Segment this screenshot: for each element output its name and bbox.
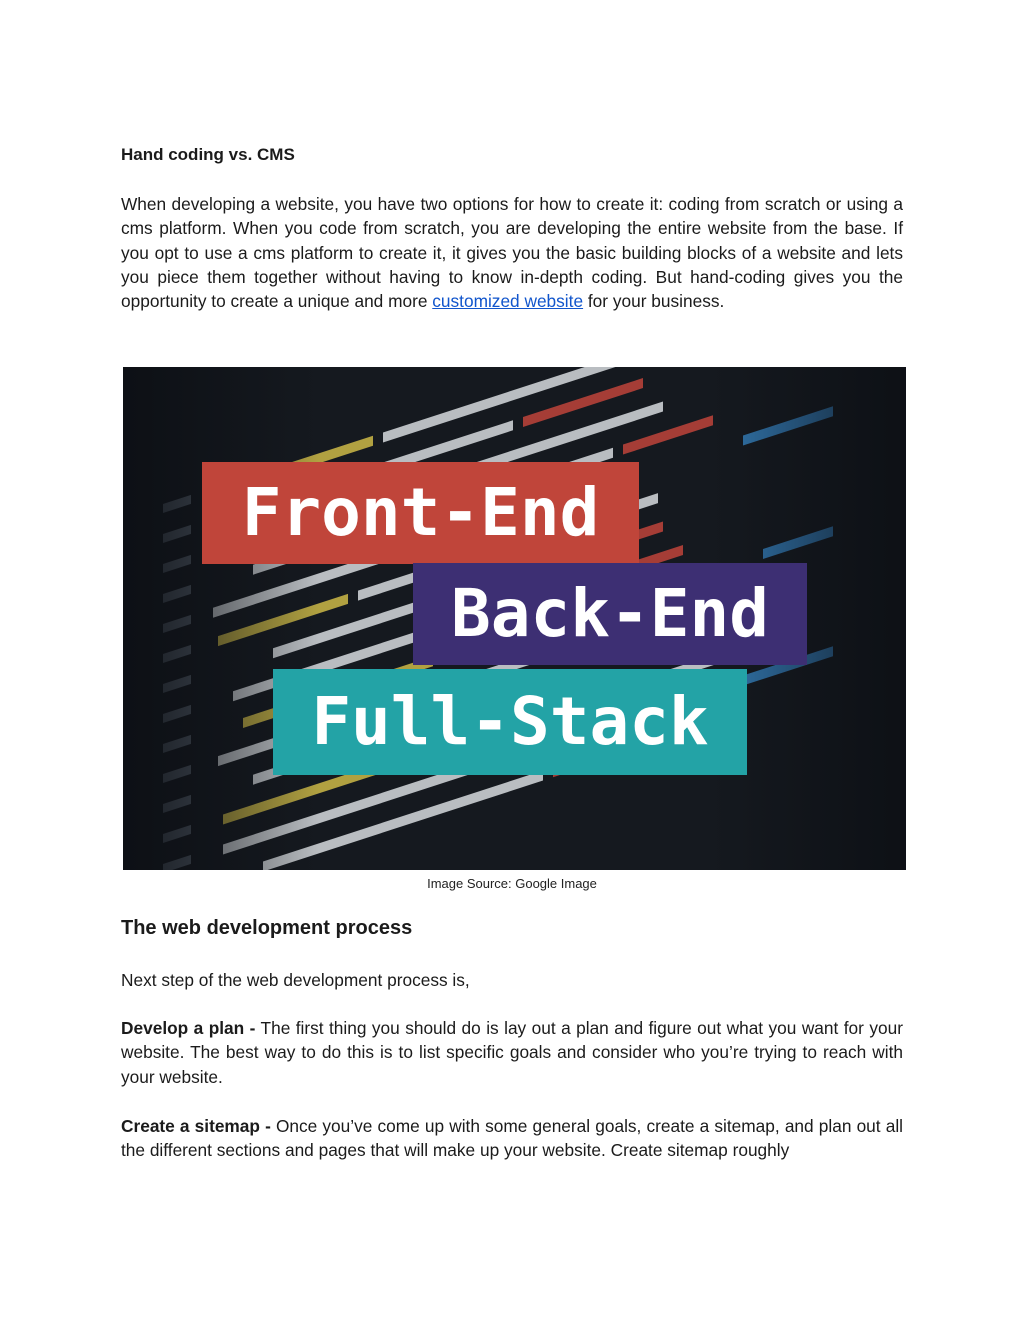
intro-text-end: for your business. <box>583 291 725 312</box>
develop-plan-label: Develop a plan - <box>121 1018 256 1038</box>
full-stack-banner: Full-Stack <box>273 669 747 775</box>
sitemap-text: Once you’ve come up with some general goals, create a sitemap, and plan out all the different sections and pages that will make up your website. Create sitemap roughly <box>121 1116 903 1161</box>
front-back-full-stack-image <box>123 367 906 870</box>
front-end-banner: Front-End <box>202 462 639 564</box>
intro-text: When developing a website, you have two options for how to create it: coding from scratch or using a cms platform. When you code from scratch, you are developing the entire website from the base. If you opt to use a cms platform to create it, it gives you the basic building blocks of a website and lets you piece them together without having to know in-depth coding. But hand-coding gives you the opportunity to create a unique and more <box>121 194 903 312</box>
subheading: Hand coding vs. CMS <box>121 145 295 164</box>
back-end-banner: Back-End <box>413 563 807 665</box>
next-step-paragraph: Next step of the web development process is, <box>121 970 470 990</box>
develop-plan-paragraph <box>121 1016 903 1089</box>
customized-website-link[interactable]: customized website <box>432 291 584 312</box>
intro-paragraph <box>121 192 903 313</box>
image-caption: Image Source: Google Image <box>427 876 597 891</box>
sitemap-paragraph <box>121 1114 903 1164</box>
develop-plan-text: The first thing you should do is lay out a plan and figure out what you want for your website. The best way to do this is to list specific goals and consider who you’re trying to reach with your website. <box>121 1018 903 1087</box>
sitemap-label: Create a sitemap - <box>121 1116 271 1136</box>
section-heading: The web development process <box>121 917 413 939</box>
